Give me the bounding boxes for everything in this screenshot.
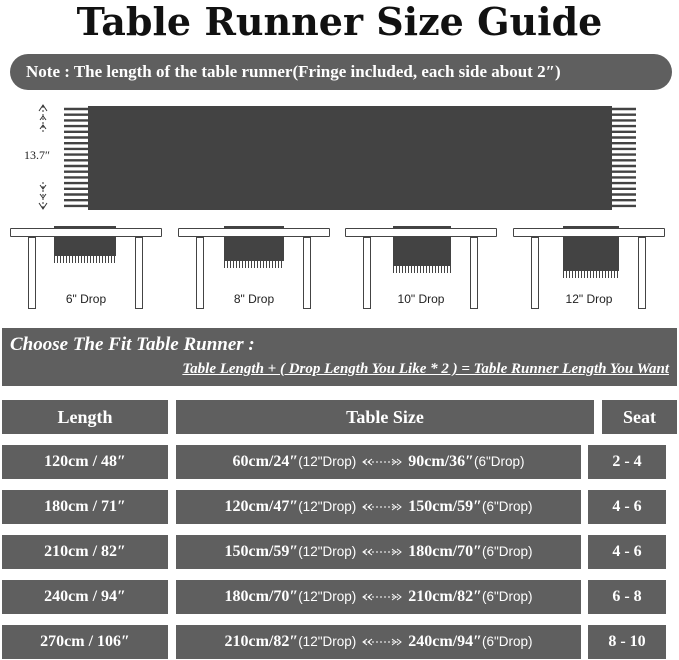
table-row	[0, 580, 679, 614]
table-row	[0, 445, 679, 479]
table-row	[0, 625, 679, 659]
drop-diagram	[513, 222, 665, 322]
min-drop-note: (12"Drop)	[298, 499, 357, 514]
table-top	[513, 228, 665, 237]
max-drop-note: (6"Drop)	[481, 589, 533, 604]
runner-body	[88, 106, 612, 210]
choose-fit-panel	[2, 328, 677, 386]
range-arrow-icon	[360, 457, 404, 467]
runner-fringe-right	[612, 106, 636, 210]
seat-value: 6 - 8	[612, 588, 642, 605]
range-arrow-icon	[360, 502, 404, 512]
header-length: Length	[2, 400, 168, 434]
seat-value: 4 - 6	[612, 498, 642, 515]
min-size: 150cm/59″	[224, 543, 299, 560]
length-cell	[2, 535, 168, 569]
drop-label: 8" Drop	[233, 292, 275, 306]
fringe-note-banner: Note : The length of the table runner(Fringe included, each side about 2″)	[10, 54, 672, 90]
table-size-cell	[176, 625, 581, 659]
min-drop-note: (12"Drop)	[298, 589, 357, 604]
max-drop-note: (6"Drop)	[481, 499, 533, 514]
width-arrow-down-icon	[36, 180, 50, 210]
table-row	[0, 535, 679, 569]
max-size: 210cm/82″	[408, 588, 482, 605]
length-cell	[2, 445, 168, 479]
drop-label: 12" Drop	[565, 292, 613, 306]
table-size-cell	[176, 445, 581, 479]
range-arrow-icon	[360, 592, 404, 602]
drop-label: 6" Drop	[65, 292, 107, 306]
range-arrow-icon	[360, 547, 404, 557]
header-table-size: Table Size	[176, 400, 594, 434]
min-drop-note: (12"Drop)	[298, 454, 357, 469]
drop-tassel	[54, 256, 116, 263]
table-top	[345, 228, 497, 237]
seat-cell	[588, 445, 666, 479]
drop-diagram	[10, 222, 162, 322]
seat-value: 4 - 6	[612, 543, 642, 560]
table-size-cell	[176, 490, 581, 524]
max-drop-note: (6"Drop)	[481, 544, 533, 559]
seat-cell	[588, 580, 666, 614]
choose-heading: Choose The Fit Table Runner :	[10, 334, 255, 355]
seat-cell	[588, 535, 666, 569]
table-top	[10, 228, 162, 237]
seat-value: 8 - 10	[608, 633, 646, 650]
choose-formula: Table Length + ( Drop Length You Like * 2 ) = Table Runner Length You Want	[182, 361, 669, 377]
table-size-cell	[176, 535, 581, 569]
length-cell	[2, 625, 168, 659]
drop-tassel	[563, 271, 619, 278]
length-value: 210cm / 82″	[44, 543, 126, 560]
drop-tassel	[224, 261, 284, 268]
drop-label: 10" Drop	[397, 292, 445, 306]
runner-fringe-left	[64, 106, 88, 210]
min-drop-note: (12"Drop)	[298, 634, 357, 649]
length-cell	[2, 580, 168, 614]
min-size: 120cm/47″	[224, 498, 299, 515]
width-arrow-up-icon	[36, 104, 50, 134]
drop-diagram	[345, 222, 497, 322]
length-value: 270cm / 106″	[40, 633, 130, 650]
max-size: 150cm/59″	[408, 498, 482, 515]
max-size: 240cm/94″	[408, 633, 482, 650]
header-seat: Seat	[602, 400, 677, 434]
table-size-cell	[176, 580, 581, 614]
seat-value: 2 - 4	[612, 453, 642, 470]
min-size: 180cm/70″	[224, 588, 299, 605]
seat-cell	[588, 490, 666, 524]
length-value: 120cm / 48″	[44, 453, 126, 470]
page-title: Table Runner Size Guide	[76, 0, 603, 44]
runner-width-label: 13.7″	[24, 148, 50, 162]
seat-cell	[588, 625, 666, 659]
table-row	[0, 490, 679, 524]
max-drop-note: (6"Drop)	[473, 454, 525, 469]
min-size: 60cm/24″	[232, 453, 299, 470]
max-drop-note: (6"Drop)	[481, 634, 533, 649]
max-size: 180cm/70″	[408, 543, 482, 560]
length-value: 180cm / 71″	[44, 498, 126, 515]
min-size: 210cm/82″	[224, 633, 299, 650]
min-drop-note: (12"Drop)	[298, 544, 357, 559]
max-size: 90cm/36″	[408, 453, 474, 470]
drop-tassel	[393, 266, 451, 273]
drop-illustrations	[0, 222, 679, 322]
length-cell	[2, 490, 168, 524]
range-arrow-icon	[360, 637, 404, 647]
table-top	[178, 228, 330, 237]
runner-illustration	[0, 98, 679, 218]
length-value: 240cm / 94″	[44, 588, 126, 605]
drop-diagram	[178, 222, 330, 322]
